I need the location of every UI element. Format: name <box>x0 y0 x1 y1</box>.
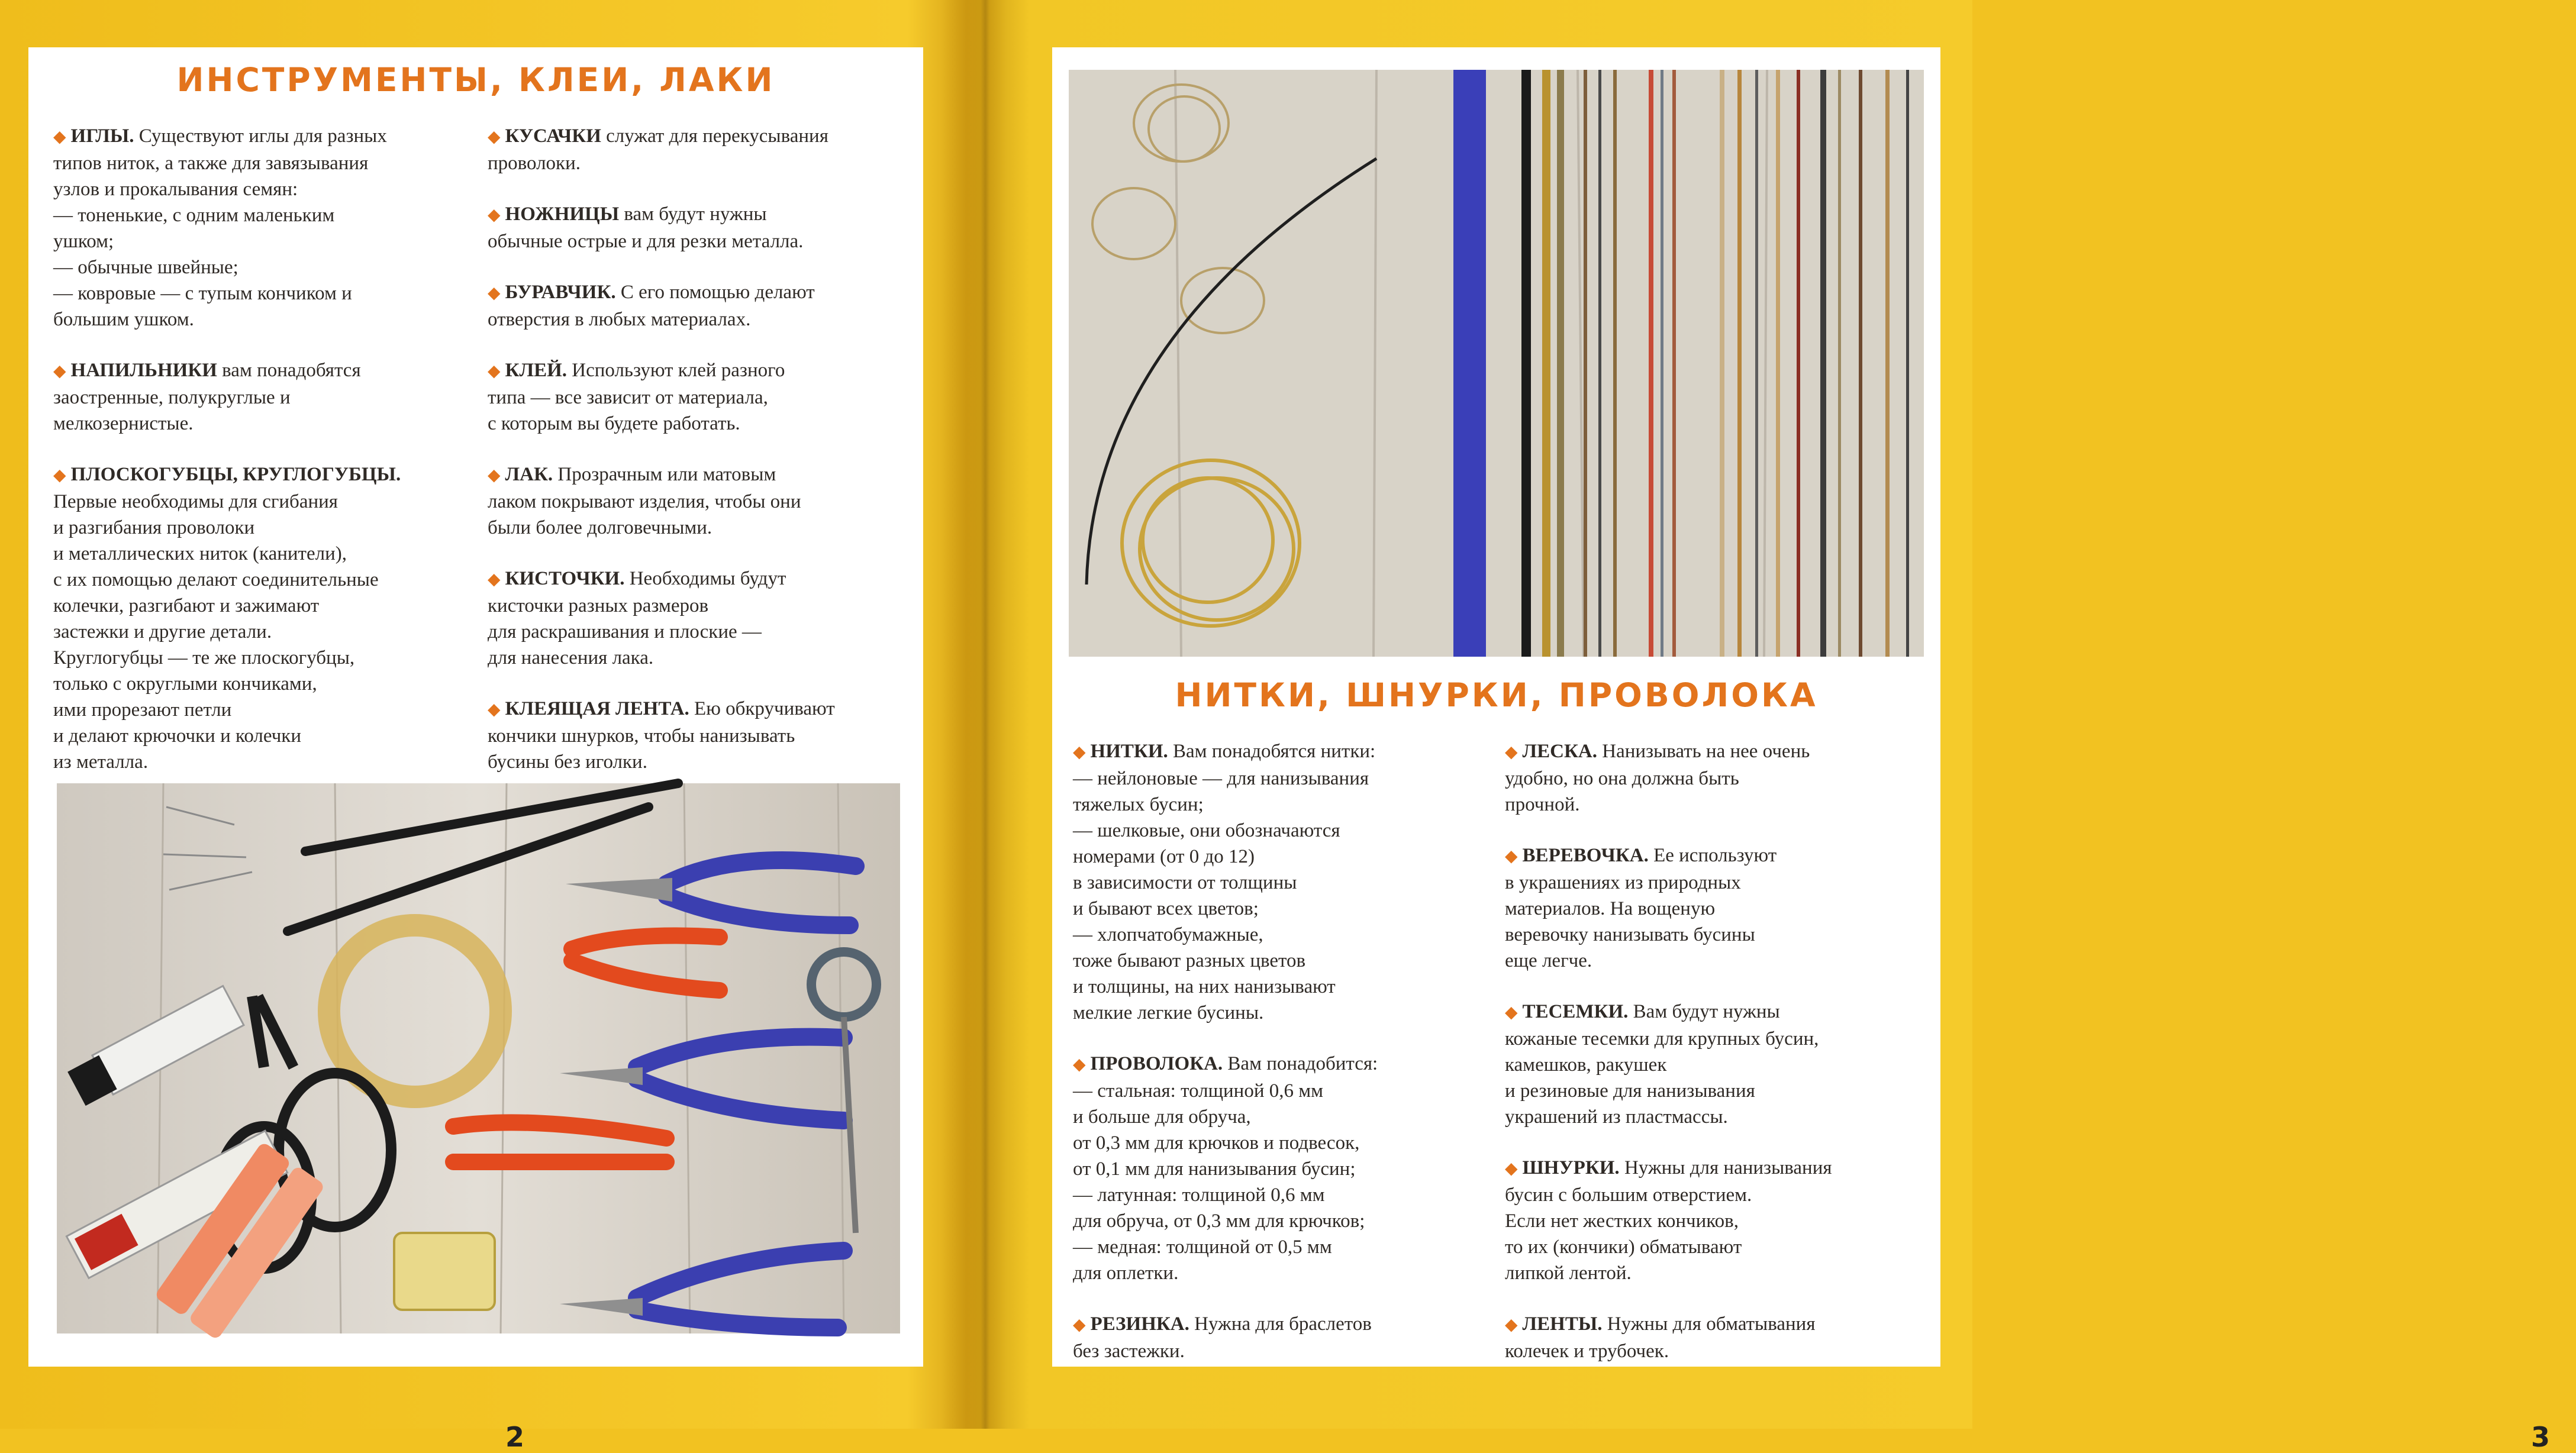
entry-line <box>1505 948 1931 974</box>
entry-line-text: и толщины, на них нанизывают <box>1073 976 1336 997</box>
text-entry <box>1073 1311 1499 1364</box>
entry-line <box>1073 1051 1499 1078</box>
text-entry <box>488 201 902 254</box>
entry-term: ЛЕСКА. <box>1522 741 1597 762</box>
entry-text <box>488 123 902 176</box>
entry-line-text: и делают крючочки и колечки <box>53 725 301 747</box>
left-column-2 <box>488 123 902 800</box>
tools-photo <box>57 783 900 1333</box>
page-number-right: 3 <box>2530 1421 2550 1453</box>
entry-term: ПРОВОЛОКА. <box>1090 1053 1223 1074</box>
text-entry <box>488 123 902 176</box>
diamond-bullet-icon: ◆ <box>488 206 501 224</box>
entry-line <box>488 749 902 775</box>
entry-line-text: — хлопчатобумажные, <box>1073 924 1263 945</box>
entry-line <box>1505 922 1931 948</box>
entry-line-text: — тоненькие, с одним маленьким <box>53 205 335 226</box>
entry-line-text: вам понадобятся <box>217 360 361 381</box>
text-entry <box>53 461 468 775</box>
entry-line-text: и металлических ниток (канители), <box>53 543 347 564</box>
entry-term: ВЕРЕВОЧКА. <box>1522 845 1649 866</box>
entry-line <box>53 280 468 306</box>
diamond-bullet-icon: ◆ <box>488 362 501 380</box>
entry-line-text: Ею обкручивают <box>689 698 835 719</box>
entry-line-text: кожаные тесемки для крупных бусин, <box>1505 1028 1819 1050</box>
entry-line-text: липкой лентой. <box>1505 1263 1632 1284</box>
text-entry <box>1073 738 1499 1026</box>
diamond-bullet-icon: ◆ <box>53 466 66 485</box>
entry-line <box>1505 842 1931 870</box>
entry-text <box>488 461 902 541</box>
entry-line-text: Нужны для нанизывания <box>1619 1157 1832 1178</box>
text-entry <box>1505 1155 1931 1286</box>
entry-line-text: только с округлыми кончиками, <box>53 673 317 695</box>
entry-line <box>1505 999 1931 1026</box>
entry-line <box>1505 1078 1931 1104</box>
entry-line-text: — стальная: толщиной 0,6 мм <box>1073 1080 1324 1102</box>
entry-line-text: Вам будут нужны <box>1628 1001 1780 1022</box>
entry-line <box>1073 948 1499 974</box>
entry-line-text: удобно, но она должна быть <box>1505 768 1739 789</box>
entry-line <box>488 411 902 437</box>
entry-line-text: веревочку нанизывать бусины <box>1505 924 1755 945</box>
entry-term: КЛЕЙ. <box>505 360 567 381</box>
diamond-bullet-icon: ◆ <box>1505 743 1518 761</box>
entry-line-text: — шелковые, они обозначаются <box>1073 820 1340 841</box>
entry-line <box>488 357 902 385</box>
entry-line <box>1073 1182 1499 1208</box>
entry-line-text: ими прорезают петли <box>53 699 232 721</box>
entry-line-text: Необходимы будут <box>624 568 786 589</box>
right-column-1 <box>1073 738 1499 1389</box>
entry-line-text: и разгибания проволоки <box>53 517 255 538</box>
entry-line-text: то их (кончики) обматывают <box>1505 1236 1742 1258</box>
entry-line <box>488 228 902 254</box>
entry-line-text: и бывают всех цветов; <box>1073 898 1259 919</box>
entry-line-text: бусин с большим отверстием. <box>1505 1184 1752 1206</box>
entry-line <box>53 697 468 723</box>
entry-line <box>53 541 468 567</box>
page-title-right: НИТКИ, ШНУРКИ, ПРОВОЛОКА <box>1175 676 1818 714</box>
entry-line <box>53 202 468 228</box>
diamond-bullet-icon: ◆ <box>1505 847 1518 866</box>
entry-term: БУРАВЧИК. <box>505 282 616 303</box>
entry-line <box>488 723 902 749</box>
diamond-bullet-icon: ◆ <box>488 284 501 302</box>
diamond-bullet-icon: ◆ <box>488 466 501 485</box>
entry-line-text: тяжелых бусин; <box>1073 794 1204 815</box>
entry-line-text: от 0,1 мм для нанизывания бусин; <box>1073 1158 1356 1180</box>
text-entry <box>488 461 902 541</box>
entry-text <box>1505 1155 1931 1286</box>
entry-line-text: бусины без иголки. <box>488 751 647 773</box>
entry-line <box>488 150 902 176</box>
entry-text <box>53 123 468 332</box>
entry-line <box>1073 792 1499 818</box>
entry-line-text: камешков, ракушек <box>1505 1054 1667 1076</box>
entry-text <box>1505 738 1931 818</box>
entry-line-text: мелкозернистые. <box>53 413 194 434</box>
entry-line-text: номерами (от 0 до 12) <box>1073 846 1255 867</box>
page-number-left: 2 <box>505 1421 524 1453</box>
entry-line-text: С его помощью делают <box>615 282 815 303</box>
entry-line-text: Ее используют <box>1648 845 1777 866</box>
entry-text <box>488 279 902 332</box>
diamond-bullet-icon: ◆ <box>1505 1160 1518 1178</box>
entry-line <box>53 593 468 619</box>
entry-line <box>1073 1078 1499 1104</box>
entry-line <box>488 385 902 411</box>
entry-line-text: с которым вы будете работать. <box>488 413 740 434</box>
diamond-bullet-icon: ◆ <box>1505 1003 1518 1022</box>
entry-text <box>1505 842 1931 974</box>
entry-line <box>1505 766 1931 792</box>
entry-line <box>53 357 468 385</box>
entry-text <box>1073 738 1499 1026</box>
entry-text <box>53 461 468 775</box>
entry-line <box>53 515 468 541</box>
entry-line <box>488 489 902 515</box>
entry-term: НОЖНИЦЫ <box>505 204 620 225</box>
entry-line <box>488 306 902 332</box>
entry-line <box>1073 974 1499 1000</box>
entry-line-text: в зависимости от толщины <box>1073 872 1297 893</box>
entry-line <box>53 254 468 280</box>
entry-term: КЛЕЯЩАЯ ЛЕНТА. <box>505 698 689 719</box>
entry-line <box>53 619 468 645</box>
entry-line <box>1073 766 1499 792</box>
entry-line-text: Прозрачным или матовым <box>553 464 776 485</box>
entry-line <box>53 567 468 593</box>
entry-line <box>53 385 468 411</box>
entry-line-text: Если нет жестких кончиков, <box>1505 1210 1739 1232</box>
entry-line <box>53 123 468 150</box>
entry-line-text: в украшениях из природных <box>1505 872 1741 893</box>
entry-line <box>53 228 468 254</box>
text-entry <box>53 123 468 332</box>
entry-line <box>488 696 902 723</box>
entry-line-text: узлов и прокалывания семян: <box>53 179 298 200</box>
entry-line <box>1505 1052 1931 1078</box>
book-gutter <box>941 0 1030 1429</box>
diamond-bullet-icon: ◆ <box>488 700 501 719</box>
entry-line <box>488 645 902 671</box>
diamond-bullet-icon: ◆ <box>53 128 66 146</box>
entry-line <box>488 461 902 489</box>
entry-line-text: без застежки. <box>1073 1341 1185 1362</box>
page-right <box>1052 47 2550 1453</box>
entry-line-text: материалов. На вощеную <box>1505 898 1716 919</box>
entry-line-text: Существуют иглы для разных <box>134 125 387 147</box>
entry-line-text: обычные острые и для резки металла. <box>488 231 804 252</box>
entry-term: ПЛОСКОГУБЦЫ, КРУГЛОГУБЦЫ. <box>70 464 401 485</box>
entry-line <box>53 150 468 176</box>
entry-line <box>1505 1155 1931 1182</box>
entry-text <box>488 357 902 437</box>
entry-line <box>1505 870 1931 896</box>
entry-line <box>1505 1026 1931 1052</box>
entry-line <box>1073 844 1499 870</box>
entry-line-text: — обычные швейные; <box>53 257 238 278</box>
entry-line-text: от 0,3 мм для крючков и подвесок, <box>1073 1132 1360 1154</box>
text-entry <box>1505 738 1931 818</box>
entry-line <box>1073 818 1499 844</box>
entry-text <box>1505 1311 1931 1364</box>
entry-line-text: для оплетки. <box>1073 1263 1179 1284</box>
entry-term: ЛАК. <box>505 464 553 485</box>
entry-line <box>53 306 468 332</box>
entry-line <box>1505 1208 1931 1234</box>
entry-line <box>488 593 902 619</box>
entry-line <box>53 749 468 775</box>
entry-line-text: кончики шнурков, чтобы нанизывать <box>488 725 795 747</box>
entry-line <box>1505 1311 1931 1338</box>
entry-line <box>488 201 902 228</box>
entry-line-text: и больше для обруча, <box>1073 1106 1251 1128</box>
entry-line <box>1505 1260 1931 1286</box>
entry-term: НИТКИ. <box>1090 741 1168 762</box>
entry-line <box>488 279 902 306</box>
entry-line-text: прочной. <box>1505 794 1580 815</box>
entry-text <box>1073 1051 1499 1286</box>
entry-text <box>488 696 902 775</box>
diamond-bullet-icon: ◆ <box>1073 1316 1086 1334</box>
entry-line-text: еще легче. <box>1505 950 1592 971</box>
entry-line <box>53 645 468 671</box>
entry-line-text: Нужны для обматывания <box>1602 1313 1816 1335</box>
page-title-left: ИНСТРУМЕНТЫ, КЛЕИ, ЛАКИ <box>176 61 775 99</box>
diamond-bullet-icon: ◆ <box>1073 743 1086 761</box>
entry-line <box>1073 1104 1499 1130</box>
entry-term: КУСАЧКИ <box>505 125 601 147</box>
entry-term: ТЕСЕМКИ. <box>1522 1001 1629 1022</box>
entry-line-text: и резиновые для нанизывания <box>1505 1080 1755 1102</box>
diamond-bullet-icon: ◆ <box>1505 1316 1518 1334</box>
entry-text <box>1505 999 1931 1130</box>
entry-line-text: Первые необходимы для сгибания <box>53 491 338 512</box>
entry-line <box>1073 1156 1499 1182</box>
entry-line <box>53 489 468 515</box>
entry-line <box>1073 1260 1499 1286</box>
entry-line-text: типов ниток, а также для завязывания <box>53 153 369 174</box>
entry-line-text: для раскрашивания и плоские — <box>488 621 762 642</box>
text-entry <box>488 279 902 332</box>
text-entry <box>1505 842 1931 974</box>
entry-line-text: — медная: толщиной от 0,5 мм <box>1073 1236 1332 1258</box>
entry-line-text: — нейлоновые — для нанизывания <box>1073 768 1369 789</box>
page-left <box>28 47 923 1453</box>
entry-line-text: лаком покрывают изделия, чтобы они <box>488 491 801 512</box>
entry-line <box>1505 1182 1931 1208</box>
entry-line <box>1505 792 1931 818</box>
entry-text <box>488 201 902 254</box>
text-entry <box>488 357 902 437</box>
text-entry <box>1073 1051 1499 1286</box>
entry-line <box>1073 870 1499 896</box>
diamond-bullet-icon: ◆ <box>488 570 501 589</box>
text-entry <box>1505 999 1931 1130</box>
entry-line-text: мелкие легкие бусины. <box>1073 1002 1264 1023</box>
entry-line <box>488 123 902 150</box>
entry-line-text: Вам понадобится: <box>1223 1053 1378 1074</box>
entry-line-text: служат для перекусывания <box>601 125 828 147</box>
diamond-bullet-icon: ◆ <box>53 362 66 380</box>
entry-line-text: застежки и другие детали. <box>53 621 272 642</box>
entry-line-text: кисточки разных размеров <box>488 595 709 616</box>
text-entry <box>488 566 902 671</box>
entry-line-text: для обруча, от 0,3 мм для крючков; <box>1073 1210 1365 1232</box>
entry-term: ШНУРКИ. <box>1522 1157 1620 1178</box>
entry-line-text: для нанесения лака. <box>488 647 654 669</box>
entry-text <box>488 566 902 671</box>
entry-line <box>1073 1234 1499 1260</box>
text-entry <box>488 696 902 775</box>
entry-line <box>1073 922 1499 948</box>
entry-line-text: тоже бывают разных цветов <box>1073 950 1306 971</box>
entry-line <box>1073 1208 1499 1234</box>
entry-term: ИГЛЫ. <box>70 125 134 147</box>
entry-line <box>53 723 468 749</box>
entry-line <box>488 619 902 645</box>
entry-line-text: из металла. <box>53 751 149 773</box>
entry-line <box>1073 896 1499 922</box>
entry-text <box>1073 1311 1499 1364</box>
entry-line-text: ушком; <box>53 231 114 252</box>
entry-line-text: колечек и трубочек. <box>1505 1341 1669 1362</box>
entry-line-text: колечки, разгибают и зажимают <box>53 595 320 616</box>
entry-line-text: Вам понадобятся нитки: <box>1168 741 1376 762</box>
entry-line-text: были более долговечными. <box>488 517 712 538</box>
text-entry <box>53 357 468 437</box>
entry-line-text: Круглогубцы — те же плоскогубцы, <box>53 647 355 669</box>
entry-line-text: вам будут нужны <box>619 204 767 225</box>
entry-line <box>1073 738 1499 766</box>
entry-line <box>1073 1338 1499 1364</box>
entry-text <box>53 357 468 437</box>
entry-line <box>1505 896 1931 922</box>
entry-line-text: проволоки. <box>488 153 581 174</box>
entry-line <box>53 411 468 437</box>
entry-term: РЕЗИНКА. <box>1090 1313 1189 1335</box>
entry-line <box>1505 1234 1931 1260</box>
entry-line-text: Используют клей разного <box>567 360 785 381</box>
entry-line-text: большим ушком. <box>53 309 194 330</box>
entry-line-text: с их помощью делают соединительные <box>53 569 379 590</box>
entry-term: ЛЕНТЫ. <box>1522 1313 1603 1335</box>
entry-line <box>1505 738 1931 766</box>
diamond-bullet-icon: ◆ <box>488 128 501 146</box>
entry-line-text: отверстия в любых материалах. <box>488 309 751 330</box>
threads-photo <box>1069 70 1924 657</box>
entry-line <box>1505 1338 1931 1364</box>
entry-line <box>1073 1130 1499 1156</box>
entry-line <box>53 176 468 202</box>
entry-line <box>1073 1000 1499 1026</box>
entry-line <box>488 566 902 593</box>
entry-line-text: — ковровые — с тупым кончиком и <box>53 283 352 304</box>
entry-line-text: типа — все зависит от материала, <box>488 387 768 408</box>
entry-term: НАПИЛЬНИКИ <box>70 360 217 381</box>
entry-term: КИСТОЧКИ. <box>505 568 625 589</box>
text-entry <box>1505 1311 1931 1364</box>
right-column-2 <box>1505 738 1931 1389</box>
left-column-1 <box>53 123 468 800</box>
diamond-bullet-icon: ◆ <box>1073 1055 1086 1074</box>
entry-line-text: — латунная: толщиной 0,6 мм <box>1073 1184 1325 1206</box>
entry-line <box>53 671 468 697</box>
entry-line <box>488 515 902 541</box>
entry-line-text: Нужна для браслетов <box>1189 1313 1372 1335</box>
entry-line-text: Нанизывать на нее очень <box>1597 741 1810 762</box>
entry-line-text: украшений из пластмассы. <box>1505 1106 1728 1128</box>
entry-line <box>1505 1104 1931 1130</box>
entry-line <box>53 461 468 489</box>
entry-line <box>1073 1311 1499 1338</box>
entry-line-text: заостренные, полукруглые и <box>53 387 291 408</box>
